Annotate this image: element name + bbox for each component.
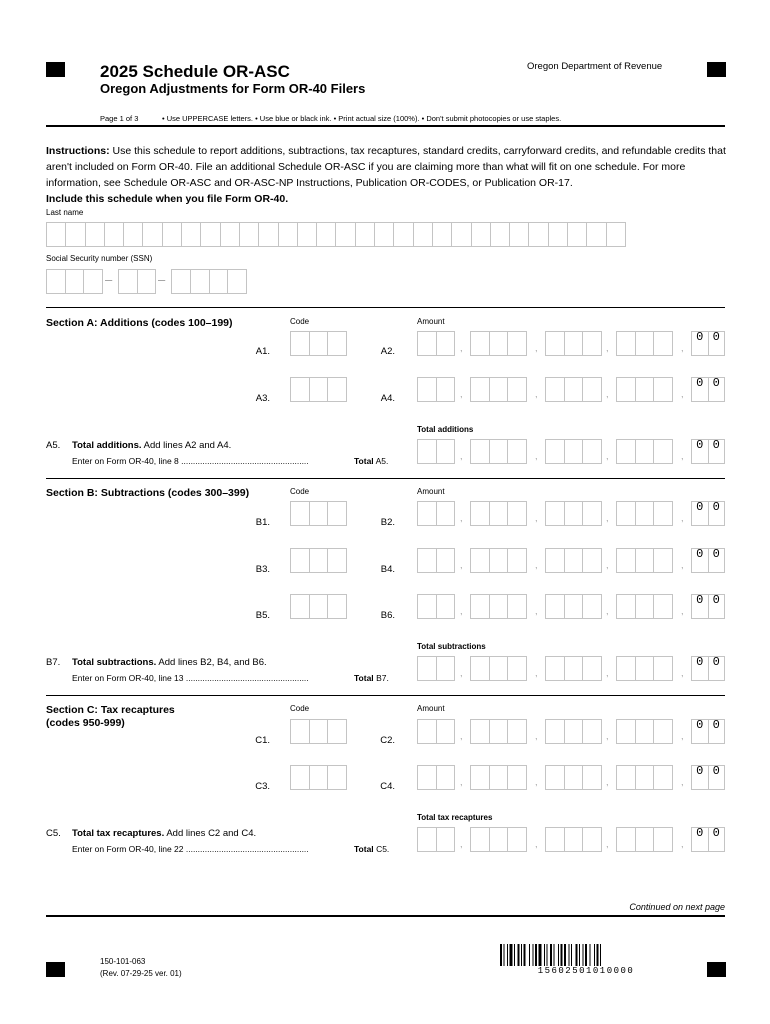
registration-mark-top-right <box>707 62 726 77</box>
amount-digit-group[interactable] <box>417 501 455 526</box>
registration-mark-bottom-right <box>707 962 726 977</box>
amount-separator: , <box>681 343 684 353</box>
cents-digit: 0 <box>712 655 720 669</box>
barcode-bar <box>510 944 513 966</box>
line-c4-label: C4. <box>380 781 395 792</box>
barcode-bar <box>518 944 520 966</box>
cents-digit: 0 <box>712 764 720 778</box>
barcode-bar <box>547 944 548 966</box>
barcode-bar <box>539 944 542 966</box>
amount-separator: , <box>535 560 538 570</box>
last-name-char-cell[interactable] <box>607 223 625 246</box>
line-a2-label: A2. <box>380 346 395 357</box>
line-b7-enter: Enter on Form OR-40, line 13 .................................................... <box>72 673 309 683</box>
line-b3-code-field[interactable] <box>290 548 347 573</box>
barcode-bar <box>550 944 552 966</box>
amount-digit-group[interactable] <box>470 656 527 681</box>
amount-separator: , <box>460 606 463 616</box>
line-c5-number: C5. <box>46 828 61 839</box>
amount-separator: , <box>606 343 609 353</box>
section-c-codes: (codes 950-999) <box>46 717 125 729</box>
section-a-code-header: Code <box>290 317 310 326</box>
barcode-bar <box>585 944 587 966</box>
form-title: 2025 Schedule OR-ASC <box>100 62 290 81</box>
line-c3-code-field[interactable] <box>290 765 347 790</box>
ssn-dash-1: – <box>105 272 113 287</box>
line-b7-total-ref <box>354 673 389 683</box>
amount-separator: , <box>535 668 538 678</box>
barcode-bar <box>561 944 563 966</box>
barcode-bar <box>600 944 601 966</box>
last-name-char-cell[interactable] <box>124 223 143 246</box>
cents-digit: 0 <box>712 438 720 452</box>
amount-digit-group[interactable] <box>545 377 602 402</box>
amount-separator: , <box>606 560 609 570</box>
amount-separator: , <box>460 343 463 353</box>
line-b5-code-field[interactable] <box>290 594 347 619</box>
amount-digit-group[interactable] <box>417 656 455 681</box>
barcode-bar <box>504 944 505 966</box>
line-c5-total-ref <box>354 844 389 854</box>
continued-note: Continued on next page <box>629 902 725 912</box>
last-name-char-cell[interactable] <box>86 223 105 246</box>
line-a5-desc: Add lines A2 and A4. <box>143 440 232 451</box>
line-c1-label: C1. <box>255 735 270 746</box>
last-name-char-cell[interactable] <box>201 223 220 246</box>
amount-separator: , <box>535 606 538 616</box>
line-b1-code-field[interactable] <box>290 501 347 526</box>
line-a5-number: A5. <box>46 440 61 451</box>
line-b5-label: B5. <box>255 610 270 621</box>
barcode-bar <box>544 944 545 966</box>
amount-separator: , <box>681 668 684 678</box>
amount-separator: , <box>460 560 463 570</box>
amount-digit-group[interactable] <box>470 548 527 573</box>
amount-digit-group[interactable] <box>616 719 673 744</box>
last-name-char-cell[interactable] <box>510 223 529 246</box>
cents-digit: 0 <box>692 766 709 789</box>
cents-digit: 0 <box>692 440 709 463</box>
ssn-dash-2: – <box>158 272 166 287</box>
amount-separator: , <box>535 389 538 399</box>
barcode-bar <box>507 944 508 966</box>
total-subtractions-heading: Total subtractions <box>417 642 486 651</box>
line-c3-label: C3. <box>255 781 270 792</box>
section-c-amount-header: Amount <box>417 704 445 713</box>
amount-digit-group[interactable] <box>417 377 455 402</box>
amount-digit-group[interactable] <box>616 765 673 790</box>
section-a-title: Section A: Additions (codes 100–199) <box>46 317 233 329</box>
barcode-bar <box>590 944 591 966</box>
amount-separator: , <box>606 513 609 523</box>
amount-cents <box>691 439 725 464</box>
barcode-bar <box>521 944 522 966</box>
amount-cents <box>691 656 725 681</box>
barcode-bar <box>529 944 530 966</box>
amount-separator: , <box>681 839 684 849</box>
amount-cents <box>691 765 725 790</box>
amount-digit-group[interactable] <box>545 501 602 526</box>
line-a3-label: A3. <box>255 393 270 404</box>
amount-digit-group[interactable] <box>417 765 455 790</box>
amount-separator: , <box>535 451 538 461</box>
ssn-field-part-3[interactable] <box>171 269 247 294</box>
total-tax-recaptures-heading: Total tax recaptures <box>417 813 493 822</box>
amount-digit-group[interactable] <box>616 439 673 464</box>
last-name-char-cell[interactable] <box>549 223 568 246</box>
amount-separator: , <box>681 451 684 461</box>
cents-digit: 0 <box>712 330 720 344</box>
form-subtitle: Oregon Adjustments for Form OR-40 Filers <box>100 81 366 96</box>
last-name-char-cell[interactable] <box>298 223 317 246</box>
line-c2-label: C2. <box>380 735 395 746</box>
amount-digit-group[interactable] <box>470 719 527 744</box>
barcode-number: 15602501010000 <box>537 966 635 976</box>
cents-digit: 0 <box>692 657 709 680</box>
line-b7-ref: B7. <box>376 673 389 683</box>
line-c1-code-field[interactable] <box>290 719 347 744</box>
line-b7-number: B7. <box>46 657 61 668</box>
amount-separator: , <box>681 389 684 399</box>
amount-digit-group[interactable] <box>545 548 602 573</box>
amount-cents <box>691 719 725 744</box>
amount-separator: , <box>460 839 463 849</box>
last-name-char-cell[interactable] <box>317 223 336 246</box>
last-name-char-cell[interactable] <box>259 223 278 246</box>
amount-digit-group[interactable] <box>545 765 602 790</box>
last-name-char-cell[interactable] <box>587 223 606 246</box>
barcode-bar <box>554 944 555 966</box>
barcode-bar <box>579 944 580 966</box>
cents-digit: 0 <box>712 376 720 390</box>
last-name-char-cell[interactable] <box>529 223 548 246</box>
amount-separator: , <box>460 389 463 399</box>
amount-separator: , <box>606 839 609 849</box>
barcode-bar <box>558 944 559 966</box>
line-c5-total-word: Total <box>354 844 374 854</box>
amount-digit-group[interactable] <box>616 377 673 402</box>
line-a4-label: A4. <box>380 393 395 404</box>
amount-separator: , <box>460 731 463 741</box>
filing-notice: • Use UPPERCASE letters. • Use blue or black ink. • Print actual size (100%). • Don't submit photocopies or use staples. <box>162 114 562 123</box>
line-b7-title: Total subtractions. <box>72 657 157 668</box>
line-b7-description <box>72 657 267 668</box>
amount-digit-group[interactable] <box>470 765 527 790</box>
barcode-bar <box>583 944 584 966</box>
header-rule <box>46 125 725 127</box>
last-name-char-cell[interactable] <box>472 223 491 246</box>
amount-digit-group[interactable] <box>545 656 602 681</box>
last-name-char-cell[interactable] <box>414 223 433 246</box>
barcode-bar <box>533 944 534 966</box>
last-name-char-cell[interactable] <box>568 223 587 246</box>
amount-digit-group[interactable] <box>470 501 527 526</box>
last-name-char-cell[interactable] <box>491 223 510 246</box>
barcode-bar <box>569 944 570 966</box>
cents-digit: 0 <box>712 547 720 561</box>
instructions-text: Use this schedule to report additions, subtractions, tax recaptures, standard credits, carryforward credits, and refundable credits that aren't included on Form OR-40. File an additional Schedule OR-ASC if you are claiming more than what will fit on one schedule. For more information, see Schedule OR-ASC and OR-ASC-NP Instructions, Publication OR-CODES, or Publication OR-17. <box>46 145 726 189</box>
amount-separator: , <box>535 839 538 849</box>
amount-digit-group[interactable] <box>545 827 602 852</box>
section-c-rule <box>46 695 725 696</box>
line-a5-description <box>72 440 231 451</box>
last-name-char-cell[interactable] <box>66 223 85 246</box>
line-a5-total-word: Total <box>354 456 374 466</box>
last-name-char-cell[interactable] <box>221 223 240 246</box>
barcode-bar <box>500 944 502 966</box>
last-name-char-cell[interactable] <box>433 223 452 246</box>
amount-separator: , <box>535 777 538 787</box>
line-a3-code-field[interactable] <box>290 377 347 402</box>
line-a1-label: A1. <box>255 346 270 357</box>
amount-separator: , <box>606 389 609 399</box>
agency-name: Oregon Department of Revenue <box>527 61 663 72</box>
amount-digit-group[interactable] <box>417 827 455 852</box>
amount-separator: , <box>460 513 463 523</box>
amount-digit-group[interactable] <box>470 439 527 464</box>
cents-digit: 0 <box>712 718 720 732</box>
amount-cents <box>691 594 725 619</box>
amount-separator: , <box>606 731 609 741</box>
line-a5-enter: Enter on Form OR-40, line 8 ...................................................... <box>72 456 309 466</box>
line-b2-label: B2. <box>380 517 395 528</box>
line-b1-label: B1. <box>255 517 270 528</box>
line-a5-total-ref <box>354 456 388 466</box>
last-name-char-cell[interactable] <box>375 223 394 246</box>
last-name-char-cell[interactable] <box>279 223 298 246</box>
last-name-label: Last name <box>46 208 84 217</box>
line-b7-desc: Add lines B2, B4, and B6. <box>158 657 267 668</box>
last-name-char-cell[interactable] <box>356 223 375 246</box>
amount-digit-group[interactable] <box>417 331 455 356</box>
last-name-char-cell[interactable] <box>336 223 355 246</box>
amount-separator: , <box>460 777 463 787</box>
line-c5-ref: C5. <box>376 844 390 854</box>
amount-digit-group[interactable] <box>417 439 455 464</box>
amount-separator: , <box>535 731 538 741</box>
amount-digit-group[interactable] <box>545 594 602 619</box>
cents-digit: 0 <box>692 378 709 401</box>
amount-cents <box>691 331 725 356</box>
amount-digit-group[interactable] <box>545 331 602 356</box>
cents-digit: 0 <box>712 826 720 840</box>
ssn-field-part-2[interactable] <box>118 269 156 294</box>
barcode-bar <box>524 944 526 966</box>
barcode-bar <box>564 944 566 966</box>
line-a5-title: Total additions. <box>72 440 142 451</box>
line-a1-code-field[interactable] <box>290 331 347 356</box>
form-revision: (Rev. 07-29-25 ver. 01) <box>100 969 182 978</box>
section-a-rule <box>46 307 725 308</box>
cents-digit: 0 <box>692 720 709 743</box>
barcode-bar <box>514 944 515 966</box>
amount-separator: , <box>460 451 463 461</box>
line-b6-label: B6. <box>380 610 395 621</box>
barcode-bar <box>594 944 595 966</box>
amount-separator: , <box>681 560 684 570</box>
barcode-bar <box>571 944 572 966</box>
form-number: 150-101-063 <box>100 957 146 966</box>
amount-digit-group[interactable] <box>470 594 527 619</box>
section-a-amount-header: Amount <box>417 317 445 326</box>
amount-digit-group[interactable] <box>616 827 673 852</box>
amount-cents <box>691 548 725 573</box>
ssn-label: Social Security number (SSN) <box>46 254 153 263</box>
barcode-bar <box>597 944 599 966</box>
amount-separator: , <box>606 606 609 616</box>
footer-rule <box>46 915 725 917</box>
amount-digit-group[interactable] <box>417 548 455 573</box>
registration-mark-top-left <box>46 62 65 77</box>
amount-separator: , <box>681 606 684 616</box>
section-b-title: Section B: Subtractions (codes 300–399) <box>46 487 250 499</box>
section-b-amount-header: Amount <box>417 487 445 496</box>
amount-digit-group[interactable] <box>616 501 673 526</box>
amount-separator: , <box>535 513 538 523</box>
section-c-code-header: Code <box>290 704 310 713</box>
amount-separator: , <box>535 343 538 353</box>
page-number: Page 1 of 3 <box>100 114 139 123</box>
amount-cents <box>691 501 725 526</box>
amount-cents <box>691 827 725 852</box>
line-b4-label: B4. <box>380 564 395 575</box>
last-name-char-cell[interactable] <box>240 223 259 246</box>
registration-mark-bottom-left <box>46 962 65 977</box>
amount-digit-group[interactable] <box>616 548 673 573</box>
section-c-title: Section C: Tax recaptures <box>46 704 175 716</box>
amount-digit-group[interactable] <box>417 594 455 619</box>
section-b-rule <box>46 478 725 479</box>
amount-digit-group[interactable] <box>545 439 602 464</box>
amount-separator: , <box>606 777 609 787</box>
last-name-field[interactable] <box>46 222 626 247</box>
amount-separator: , <box>606 451 609 461</box>
amount-separator: , <box>460 668 463 678</box>
barcode-bar <box>576 944 578 966</box>
line-c5-enter: Enter on Form OR-40, line 22 .................................................... <box>72 844 309 854</box>
last-name-char-cell[interactable] <box>452 223 471 246</box>
instructions-label: Instructions: <box>46 145 110 157</box>
cents-digit: 0 <box>692 502 709 525</box>
amount-separator: , <box>606 668 609 678</box>
line-c5-description <box>72 828 256 839</box>
amount-digit-group[interactable] <box>545 719 602 744</box>
section-b-code-header: Code <box>290 487 310 496</box>
amount-digit-group[interactable] <box>417 719 455 744</box>
barcode-bar <box>535 944 537 966</box>
amount-separator: , <box>681 513 684 523</box>
amount-digit-group[interactable] <box>470 377 527 402</box>
instructions <box>46 143 726 207</box>
amount-cents <box>691 377 725 402</box>
last-name-char-cell[interactable] <box>47 223 66 246</box>
cents-digit: 0 <box>692 595 709 618</box>
amount-digit-group[interactable] <box>616 594 673 619</box>
amount-separator: , <box>681 731 684 741</box>
last-name-char-cell[interactable] <box>163 223 182 246</box>
line-a5-ref: A5. <box>375 456 389 466</box>
cents-digit: 0 <box>692 549 709 572</box>
amount-digit-group[interactable] <box>616 656 673 681</box>
last-name-char-cell[interactable] <box>143 223 162 246</box>
barcode <box>500 944 672 966</box>
cents-digit: 0 <box>692 828 709 851</box>
amount-digit-group[interactable] <box>470 331 527 356</box>
amount-digit-group[interactable] <box>470 827 527 852</box>
last-name-char-cell[interactable] <box>394 223 413 246</box>
ssn-field-part-1[interactable] <box>46 269 103 294</box>
line-b3-label: B3. <box>255 564 270 575</box>
cents-digit: 0 <box>712 593 720 607</box>
last-name-char-cell[interactable] <box>182 223 201 246</box>
line-c5-title: Total tax recaptures. <box>72 828 165 839</box>
line-c5-desc: Add lines C2 and C4. <box>166 828 257 839</box>
instructions-include: Include this schedule when you file Form OR-40. <box>46 193 289 205</box>
cents-digit: 0 <box>692 332 709 355</box>
line-b7-total-word: Total <box>354 673 374 683</box>
total-additions-heading: Total additions <box>417 425 474 434</box>
last-name-char-cell[interactable] <box>105 223 124 246</box>
amount-separator: , <box>681 777 684 787</box>
cents-digit: 0 <box>712 500 720 514</box>
amount-digit-group[interactable] <box>616 331 673 356</box>
